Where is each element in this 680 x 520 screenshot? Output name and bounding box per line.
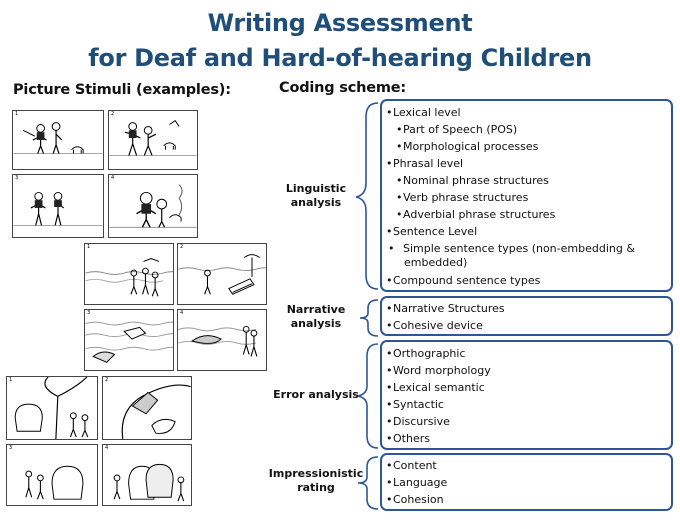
list-item: •Word morphology	[386, 364, 491, 377]
category-label-impressionistic: Impressionistic rating	[268, 467, 364, 494]
list-item: •Compound sentence types	[386, 274, 541, 287]
category-label-error: Error analysis	[273, 388, 359, 401]
list-item: •Lexical semantic	[386, 381, 485, 394]
tree-jar-illustration	[7, 377, 97, 439]
list-item: •Language	[386, 476, 448, 489]
list-item: •Lexical level	[386, 106, 461, 119]
story2-panel-3: 3	[84, 309, 174, 371]
story1-panel-1: 1	[12, 110, 104, 170]
story1-panel-3: 3	[12, 174, 104, 238]
category-box-linguistic	[380, 99, 673, 292]
story3-panel-2: 2	[102, 376, 192, 440]
story2-panel-2: 2	[177, 243, 267, 305]
stimuli-heading: Picture Stimuli (examples):	[13, 82, 231, 98]
story2-panel-1: 1	[84, 243, 174, 305]
story2-panel-4: 4	[177, 309, 267, 371]
beach-illustration	[85, 310, 173, 370]
brace-impressionistic	[354, 455, 382, 511]
list-item: •Orthographic	[386, 347, 466, 360]
list-item: •Content	[386, 459, 437, 472]
boys-dog-illustration	[13, 111, 103, 169]
boys-dog-illustration	[109, 111, 197, 169]
tree-jar-illustration	[7, 445, 97, 505]
brace-error	[354, 342, 382, 450]
list-item: •Discursive	[386, 415, 450, 428]
brace-linguistic	[352, 101, 382, 291]
category-box-impressionistic	[380, 453, 673, 511]
story3-panel-3: 3	[6, 444, 98, 506]
tree-jar-illustration	[103, 445, 191, 505]
story3-panel-4: 4	[102, 444, 192, 506]
boys-dog-illustration	[109, 175, 197, 237]
category-box-narrative	[380, 296, 673, 336]
list-item: •Syntactic	[386, 398, 444, 411]
list-item: •Part of Speech (POS)	[396, 123, 518, 136]
list-item: •Cohesive device	[386, 319, 483, 332]
brace-narrative	[356, 298, 382, 338]
beach-illustration	[178, 310, 266, 370]
category-box-error	[380, 340, 673, 450]
story1-panel-2: 2	[108, 110, 198, 170]
story3-panel-1: 1	[6, 376, 98, 440]
title-line-2: for Deaf and Hard-of-hearing Children	[88, 44, 592, 72]
list-item: •Narrative Structures	[386, 302, 505, 315]
boys-dog-illustration	[13, 175, 103, 237]
list-item: •Others	[386, 432, 430, 445]
list-item: •Cohesion	[386, 493, 444, 506]
list-item: •Adverbial phrase structures	[396, 208, 556, 221]
beach-illustration	[85, 244, 173, 304]
list-item: •Phrasal level	[386, 157, 464, 170]
list-item: •Morphological processes	[396, 140, 539, 153]
title-line-1: Writing Assessment	[207, 9, 473, 37]
coding-heading: Coding scheme:	[279, 80, 407, 96]
list-item: •Nominal phrase structures	[396, 174, 549, 187]
tree-jar-illustration	[103, 377, 191, 439]
category-label-narrative: Narrative analysis	[286, 303, 346, 330]
category-label-linguistic: Linguistic analysis	[285, 182, 347, 209]
list-item: •Sentence Level	[386, 225, 478, 238]
story1-panel-4: 4	[108, 174, 198, 238]
beach-illustration	[178, 244, 266, 304]
list-item: • Simple sentence types (non-embedding & embedded)	[388, 242, 635, 269]
list-item: •Verb phrase structures	[396, 191, 529, 204]
